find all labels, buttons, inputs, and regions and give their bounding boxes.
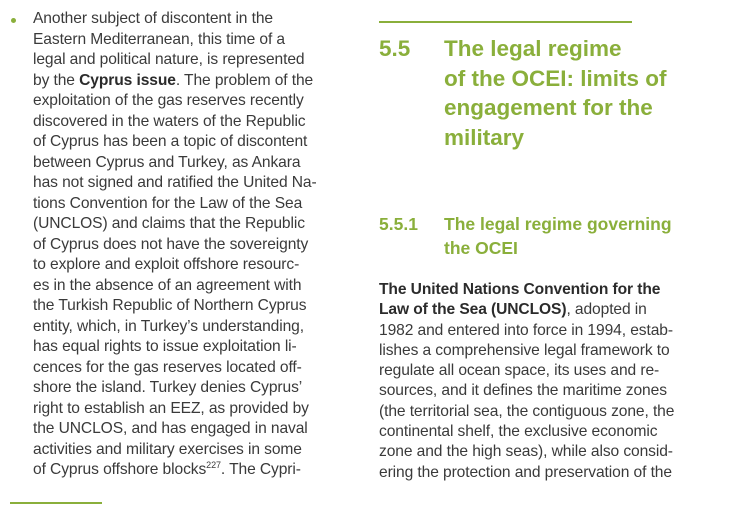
cyprus-issue-bold: Cyprus issue — [79, 71, 176, 89]
unclos-bold: The United Nations Convention for the Law of the Sea (UNCLOS) — [379, 281, 661, 319]
right-paragraph-text: , adopted in 1982 and entered into force in 1994, estab- lishes a comprehensive legal framework to regulate all ocean space, its uses and re- sources, and it defines the maritime zones (the territorial sea, the contiguous zone, the continental shelf, the exclusive economic zone and the high seas), while also consid- ering the protection and preservation of the — [379, 301, 675, 481]
footnote-reference[interactable]: 227 — [206, 459, 221, 470]
left-paragraph — [33, 9, 337, 481]
bullet-dot-icon — [11, 9, 33, 481]
left-paragraph-tail: . The Cypri- — [220, 461, 301, 478]
left-column — [11, 9, 337, 481]
section-top-rule — [379, 21, 632, 23]
subsection-heading — [379, 212, 709, 260]
bullet-item — [11, 9, 337, 481]
section-title: The legal regime of the OCEI: limits of engagement for the military — [444, 36, 667, 150]
section-number: 5.5 — [379, 36, 411, 61]
footnote-divider — [10, 502, 102, 504]
section-heading — [379, 34, 709, 152]
subsection-number: 5.5.1 — [379, 214, 418, 234]
right-paragraph — [379, 280, 705, 483]
left-paragraph-text-2: . The problem of the exploitation of the gas reserves recently discovered in the waters of the Republic of Cyprus has been a topic of discontent between Cyprus and Turkey, as Ankara has not signed and ratified the United Na- tions Convention for the Law of the Sea (UNCLOS) and claims that the Republic of Cyprus does not have the sovereignty to explore and exploit offshore resourc- es in the absence of an agreement with the Turkish Republic of Northern Cyprus entity, which, in Turkey’s understanding, has equal rights to issue exploitation li- cences for the gas reserves located off- shore the island. Turkey denies Cyprus’ right to establish an EEZ, as provided by the UNCLOS, and has engaged in naval activities and military exercises in some of Cyprus offshore blocks — [33, 71, 317, 478]
left-paragraph-text-1: Another subject of discontent in the Eastern Mediterranean, this time of a legal and political nature, is represented by the — [33, 10, 305, 89]
right-column — [379, 280, 705, 483]
subsection-title: The legal regime governing the OCEI — [444, 214, 672, 258]
